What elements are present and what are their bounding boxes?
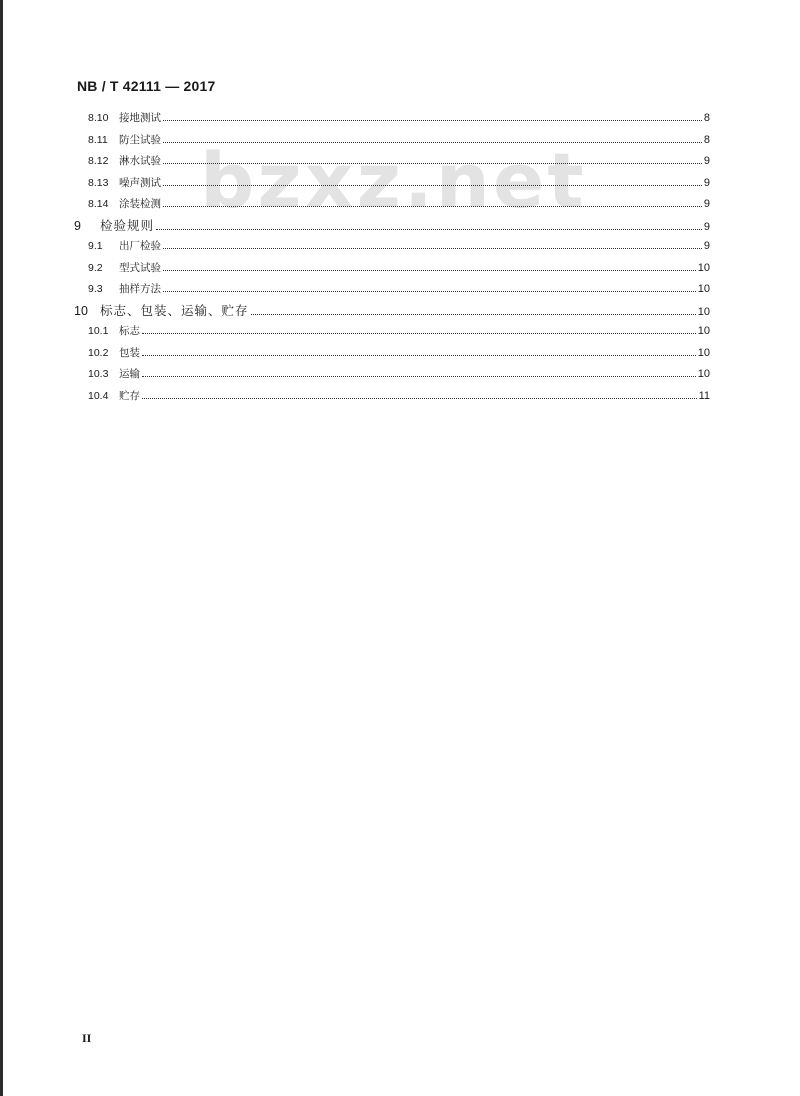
toc-entry-title: 噪声测试 <box>119 177 161 189</box>
toc-entry-page: 11 <box>698 390 710 402</box>
toc-entry-title: 涂装检测 <box>119 198 161 210</box>
toc-entry[interactable] <box>88 345 710 363</box>
toc-entry-title: 防尘试验 <box>119 134 161 146</box>
toc-entry-title: 运输 <box>119 368 140 380</box>
toc-entry-title: 检验规则 <box>100 218 155 233</box>
toc-leader-dots <box>163 141 702 143</box>
toc-entry[interactable] <box>88 388 710 406</box>
toc-entry-number: 9.2 <box>88 262 103 274</box>
toc-entry-page: 8 <box>703 134 710 146</box>
toc-entry-title: 抽样方法 <box>119 283 161 295</box>
toc-entry-number: 10.2 <box>88 347 109 359</box>
toc-entry-page: 10 <box>697 325 710 337</box>
toc-leader-dots <box>163 162 702 164</box>
toc-leader-dots <box>251 313 696 315</box>
toc-entry[interactable] <box>88 366 710 384</box>
toc-entry[interactable] <box>88 323 710 341</box>
toc-chapter[interactable] <box>74 216 710 234</box>
toc-entry[interactable] <box>88 281 710 299</box>
toc-leader-dots <box>163 269 696 271</box>
toc-entry-page: 10 <box>697 262 710 274</box>
toc-entry-page: 9 <box>703 155 710 167</box>
toc-entry-title: 出厂检验 <box>119 240 161 252</box>
toc-entry-number: 10.4 <box>88 390 109 402</box>
toc-leader-dots <box>156 228 702 230</box>
toc-leader-dots <box>163 119 702 121</box>
toc-leader-dots <box>142 375 696 377</box>
toc-entry-number: 10.1 <box>88 325 109 337</box>
toc-entry-number: 9.3 <box>88 283 103 295</box>
toc-leader-dots <box>163 290 696 292</box>
page-number: II <box>82 1031 92 1045</box>
toc-entry-title: 淋水试验 <box>119 155 161 167</box>
toc-entry-page: 10 <box>697 368 710 380</box>
toc-leader-dots <box>142 332 696 334</box>
toc-leader-dots <box>163 184 702 186</box>
toc-entry-title: 型式试验 <box>119 262 161 274</box>
toc-entry-page: 8 <box>703 112 710 124</box>
toc-entry-page: 9 <box>703 221 710 233</box>
toc-leader-dots <box>142 354 696 356</box>
toc-entry-page: 9 <box>703 177 710 189</box>
toc-entry[interactable] <box>88 260 710 278</box>
toc-entry-number: 8.12 <box>88 155 109 167</box>
toc-leader-dots <box>163 205 702 207</box>
toc-entry-number: 9.1 <box>88 240 103 252</box>
toc-entry-number: 8.10 <box>88 112 109 124</box>
document-code: NB / T 42111 — 2017 <box>77 78 216 94</box>
toc-entry-page: 10 <box>697 306 710 318</box>
toc-entry[interactable] <box>88 153 710 171</box>
toc-entry-page: 10 <box>697 347 710 359</box>
toc-leader-dots <box>142 397 697 399</box>
toc-entry-number: 10.3 <box>88 368 109 380</box>
toc-entry[interactable] <box>88 238 710 256</box>
toc-entry-number: 10 <box>74 304 88 318</box>
toc-leader-dots <box>163 247 702 249</box>
toc-entry-page: 9 <box>703 240 710 252</box>
toc-chapter[interactable] <box>74 301 710 319</box>
toc-entry-title: 接地测试 <box>119 112 161 124</box>
toc-entry[interactable] <box>88 196 710 214</box>
toc-entry-title: 标志 <box>119 325 140 337</box>
toc-entry-number: 8.11 <box>88 134 108 146</box>
toc-entry-number: 9 <box>74 219 81 233</box>
toc-entry-number: 8.13 <box>88 177 109 189</box>
toc-entry-number: 8.14 <box>88 198 109 210</box>
toc-entry-title: 贮存 <box>119 390 140 402</box>
toc-entry[interactable] <box>88 110 710 128</box>
toc-entry-title: 包装 <box>119 347 140 359</box>
watermark: bzxz.net <box>200 136 587 225</box>
toc-entry[interactable] <box>88 175 710 193</box>
toc-entry-title: 标志、包装、运输、贮存 <box>100 303 249 318</box>
toc-entry[interactable] <box>88 132 710 150</box>
toc-entry-page: 9 <box>703 198 710 210</box>
toc-entry-page: 10 <box>697 283 710 295</box>
